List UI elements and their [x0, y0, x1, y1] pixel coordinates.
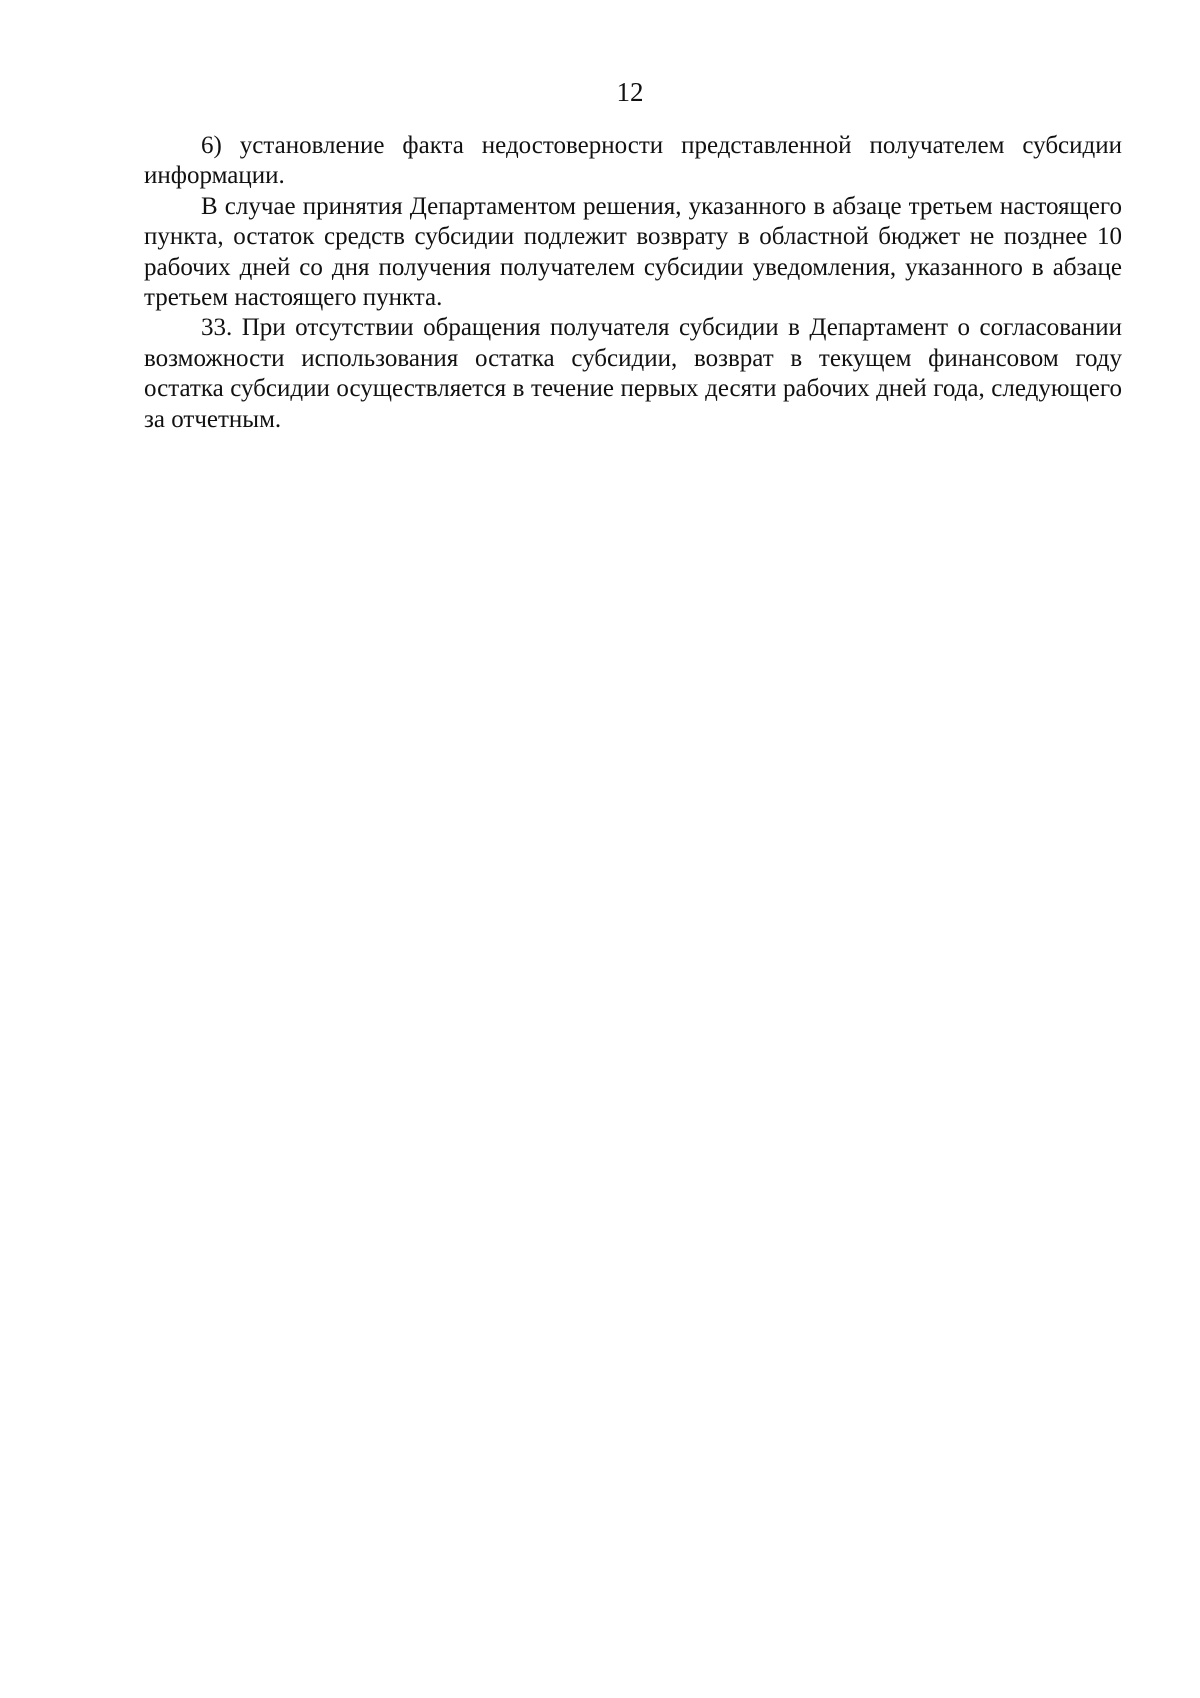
- paragraph-item-6: 6) установление факта недостоверности представленной получателем субсидии информации.: [144, 132, 1122, 190]
- paragraph-item-33: 33. При отсутствии обращения получателя субсидии в Департамент о согласовании возможности использования остатка субсидии, возврат в текущем финансовом году остатка субсидии осуществляется в течение первых десяти рабочих дней года, следующего за отчетным.: [144, 314, 1122, 433]
- paragraph-return-case: В случае принятия Департаментом решения, указанного в абзаце третьем настоящего пункта, остаток средств субсидии подлежит возврату в областной бюджет не позднее 10 рабочих дней со дня получения получателем субсидии уведомления, указанного в абзаце третьем настоящего пункта.: [144, 192, 1122, 312]
- page-number: 12: [616, 77, 644, 107]
- document-body: [144, 131, 1122, 435]
